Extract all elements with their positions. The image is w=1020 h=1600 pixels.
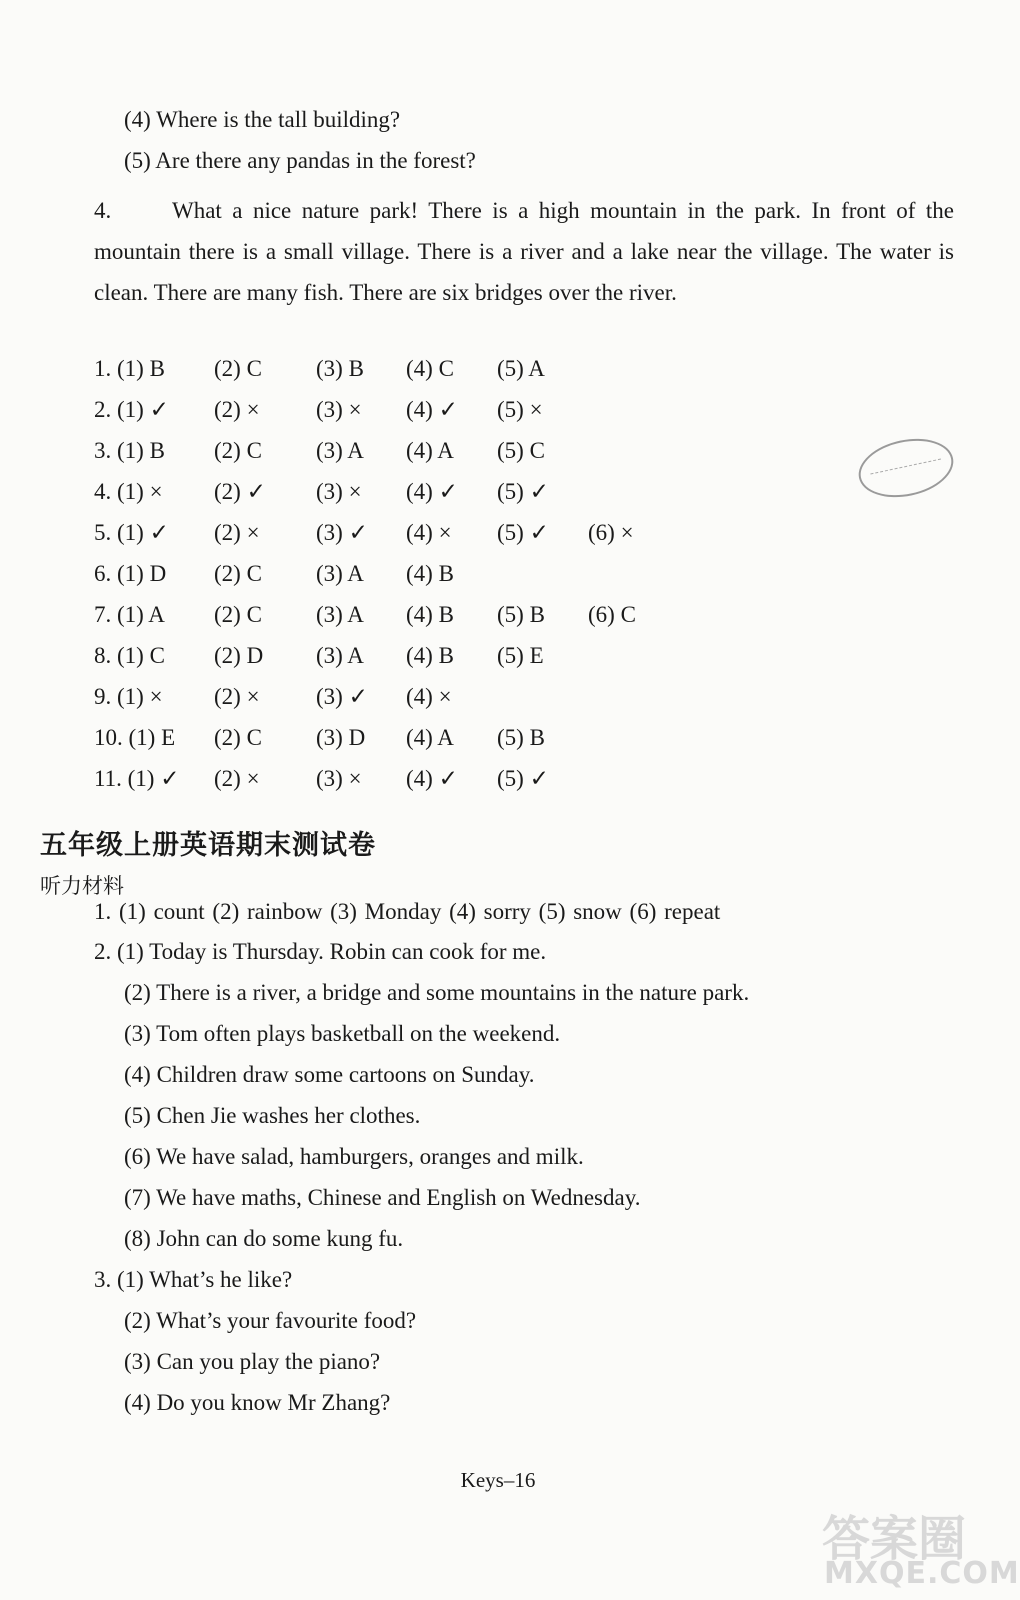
listening-q3-1: 3. (1) What’s he like? bbox=[94, 1267, 293, 1292]
answer-item: (2) × bbox=[214, 766, 260, 791]
page-number: Keys–16 bbox=[460, 1468, 536, 1492]
answer-item: (2) C bbox=[214, 725, 262, 750]
answer-item: (5) C bbox=[497, 438, 545, 463]
answer-item: (5) B bbox=[497, 725, 545, 750]
answer-item: (3) × bbox=[316, 479, 362, 504]
answer-label: 6. (1) D bbox=[94, 561, 167, 586]
answer-item: (2) × bbox=[214, 520, 260, 545]
answer-item: (4) A bbox=[406, 438, 454, 463]
listening-q3-item: (4) Do you know Mr Zhang? bbox=[124, 1390, 391, 1415]
answer-item: (2) ✓ bbox=[214, 479, 266, 504]
listening-q2-item: (4) Children draw some cartoons on Sunday. bbox=[124, 1062, 535, 1087]
homework-stamp-icon bbox=[853, 431, 959, 506]
listening-q2-item: (6) We have salad, hamburgers, oranges and milk. bbox=[124, 1144, 584, 1169]
section-subtitle: 听力材料 bbox=[40, 874, 124, 898]
answer-item: (3) A bbox=[316, 561, 364, 586]
answer-label: 5. (1) ✓ bbox=[94, 520, 169, 545]
answer-item: (6) × bbox=[588, 520, 634, 545]
answer-item: (3) ✓ bbox=[316, 684, 368, 709]
answer-item: (4) A bbox=[406, 725, 454, 750]
answer-label: 4. (1) × bbox=[94, 479, 163, 504]
answer-item: (3) A bbox=[316, 602, 364, 627]
answer-item: (4) × bbox=[406, 520, 452, 545]
answer-label: 3. (1) B bbox=[94, 438, 165, 463]
listening-q2-item: (5) Chen Jie washes her clothes. bbox=[124, 1103, 421, 1128]
answer-item: (5) ✓ bbox=[497, 479, 549, 504]
answer-label: 9. (1) × bbox=[94, 684, 163, 709]
answer-item: (5) B bbox=[497, 602, 545, 627]
question-5: (5) Are there any pandas in the forest? bbox=[124, 148, 476, 173]
answer-label: 1. (1) B bbox=[94, 356, 165, 381]
passage bbox=[94, 190, 954, 313]
section-title: 五年级上册英语期末测试卷 bbox=[40, 830, 376, 861]
listening-q3-item: (3) Can you play the piano? bbox=[124, 1349, 381, 1374]
listening-q2-item: (8) John can do some kung fu. bbox=[124, 1226, 404, 1251]
answer-item: (2) D bbox=[214, 643, 264, 668]
answer-item: (5) E bbox=[497, 643, 544, 668]
watermark-url: MXQE.COM bbox=[824, 1556, 1020, 1591]
passage-text: What a nice nature park! There is a high mountain in the park. In front of the mountain there is a small village. There is a river and a lake near the village. The water is clean. There are many fish. There are six bridges over the river. bbox=[94, 198, 954, 305]
answer-item: (3) × bbox=[316, 397, 362, 422]
answer-label: 2. (1) ✓ bbox=[94, 397, 169, 422]
answer-item: (3) A bbox=[316, 438, 364, 463]
answer-item: (5) ✓ bbox=[497, 520, 549, 545]
answer-label: 10. (1) E bbox=[94, 725, 176, 750]
answer-item: (6) C bbox=[588, 602, 636, 627]
answer-label: 8. (1) C bbox=[94, 643, 165, 668]
answer-label: 11. (1) ✓ bbox=[94, 766, 180, 791]
answer-item: (4) × bbox=[406, 684, 452, 709]
answer-item: (4) C bbox=[406, 356, 454, 381]
listening-q2-item: (2) There is a river, a bridge and some mountains in the nature park. bbox=[124, 980, 750, 1005]
listening-q3-item: (2) What’s your favourite food? bbox=[124, 1308, 417, 1333]
answer-item: (4) B bbox=[406, 643, 454, 668]
listening-q1: 1. (1) count (2) rainbow (3) Monday (4) sorry (5) snow (6) repeat bbox=[94, 899, 721, 924]
listening-q2-1: 2. (1) Today is Thursday. Robin can cook for me. bbox=[94, 939, 547, 964]
answer-item: (2) C bbox=[214, 356, 262, 381]
answer-item: (2) C bbox=[214, 561, 262, 586]
question-4: (4) Where is the tall building? bbox=[124, 107, 401, 132]
answer-item: (5) ✓ bbox=[497, 766, 549, 791]
listening-q2-item: (7) We have maths, Chinese and English on Wednesday. bbox=[124, 1185, 641, 1210]
answer-item: (5) × bbox=[497, 397, 543, 422]
answer-item: (2) × bbox=[214, 684, 260, 709]
answer-item: (3) × bbox=[316, 766, 362, 791]
answer-item: (4) B bbox=[406, 561, 454, 586]
watermark-text: 答案圈 bbox=[822, 1511, 967, 1567]
answer-item: (3) B bbox=[316, 356, 364, 381]
answer-item: (2) C bbox=[214, 438, 262, 463]
watermark-logo bbox=[812, 1500, 1020, 1592]
answer-item: (4) ✓ bbox=[406, 766, 458, 791]
answer-item: (4) B bbox=[406, 602, 454, 627]
passage-number: 4. bbox=[94, 198, 112, 223]
answer-item: (3) ✓ bbox=[316, 520, 368, 545]
answer-label: 7. (1) A bbox=[94, 602, 165, 627]
answer-item: (3) A bbox=[316, 643, 364, 668]
answer-item: (2) C bbox=[214, 602, 262, 627]
answer-item: (3) D bbox=[316, 725, 366, 750]
answer-item: (5) A bbox=[497, 356, 545, 381]
answer-item: (4) ✓ bbox=[406, 397, 458, 422]
listening-q2-item: (3) Tom often plays basketball on the weekend. bbox=[124, 1021, 561, 1046]
answer-item: (4) ✓ bbox=[406, 479, 458, 504]
answer-item: (2) × bbox=[214, 397, 260, 422]
